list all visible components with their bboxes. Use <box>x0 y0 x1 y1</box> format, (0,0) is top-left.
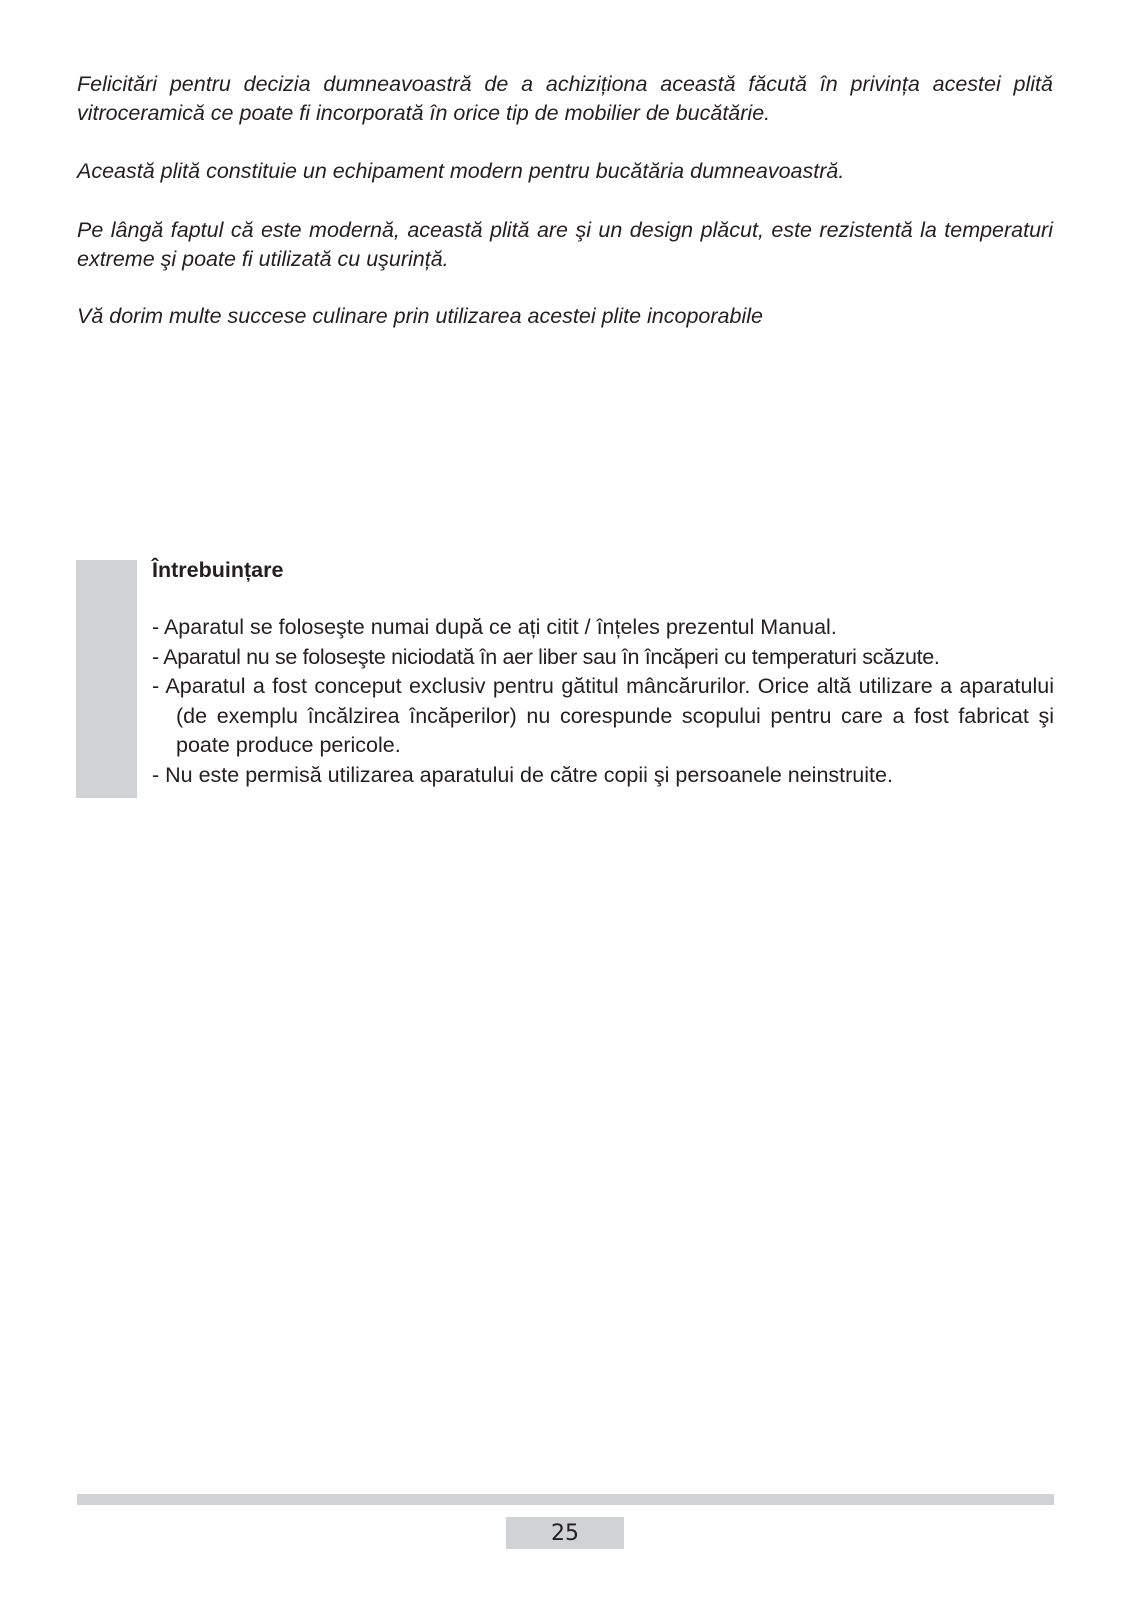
section-side-bar <box>76 560 137 798</box>
intro-paragraph-design: Pe lângă faptul că este modernă, această plită are şi un design plăcut, este rezistentă la temperaturi extreme şi poate fi utilizată cu uşurință. <box>77 218 1053 271</box>
usage-list-item: - Aparatul nu se foloseşte niciodată în aer liber sau în încăperi cu temperaturi scăzute. <box>152 644 940 669</box>
footer-divider <box>77 1494 1054 1505</box>
usage-list-item: - Nu este permisă utilizarea aparatului de către copii şi persoanele neinstruite. <box>152 762 893 787</box>
section-title: Întrebuințare <box>152 558 284 582</box>
page-number: 25 <box>506 1517 624 1549</box>
intro-paragraph-congratulations: Felicitări pentru decizia dumneavoastră de a achiziționa această făcută în privința acestei plită vitroceramică ce poate fi incorporată în orice tip de mobilier de bucătărie. <box>77 72 1053 125</box>
intro-paragraph-wishes: Vă dorim multe succese culinare prin utilizarea acestei plite incoporabile <box>77 304 763 328</box>
usage-list <box>152 613 1054 790</box>
usage-list-item: - Aparatul a fost conceput exclusiv pentru gătitul mâncărurilor. Orice altă utilizare a aparatului (de exemplu încălzirea încăperilor) nu corespunde scopului pentru care a fost fabricat şi poate produce pericole. <box>152 674 1054 757</box>
usage-list-item: - Aparatul se foloseşte numai după ce ați citit / înțeles prezentul Manual. <box>152 615 837 639</box>
intro-paragraph-modern-equipment: Această plită constituie un echipament modern pentru bucătăria dumneavoastră. <box>77 159 845 183</box>
